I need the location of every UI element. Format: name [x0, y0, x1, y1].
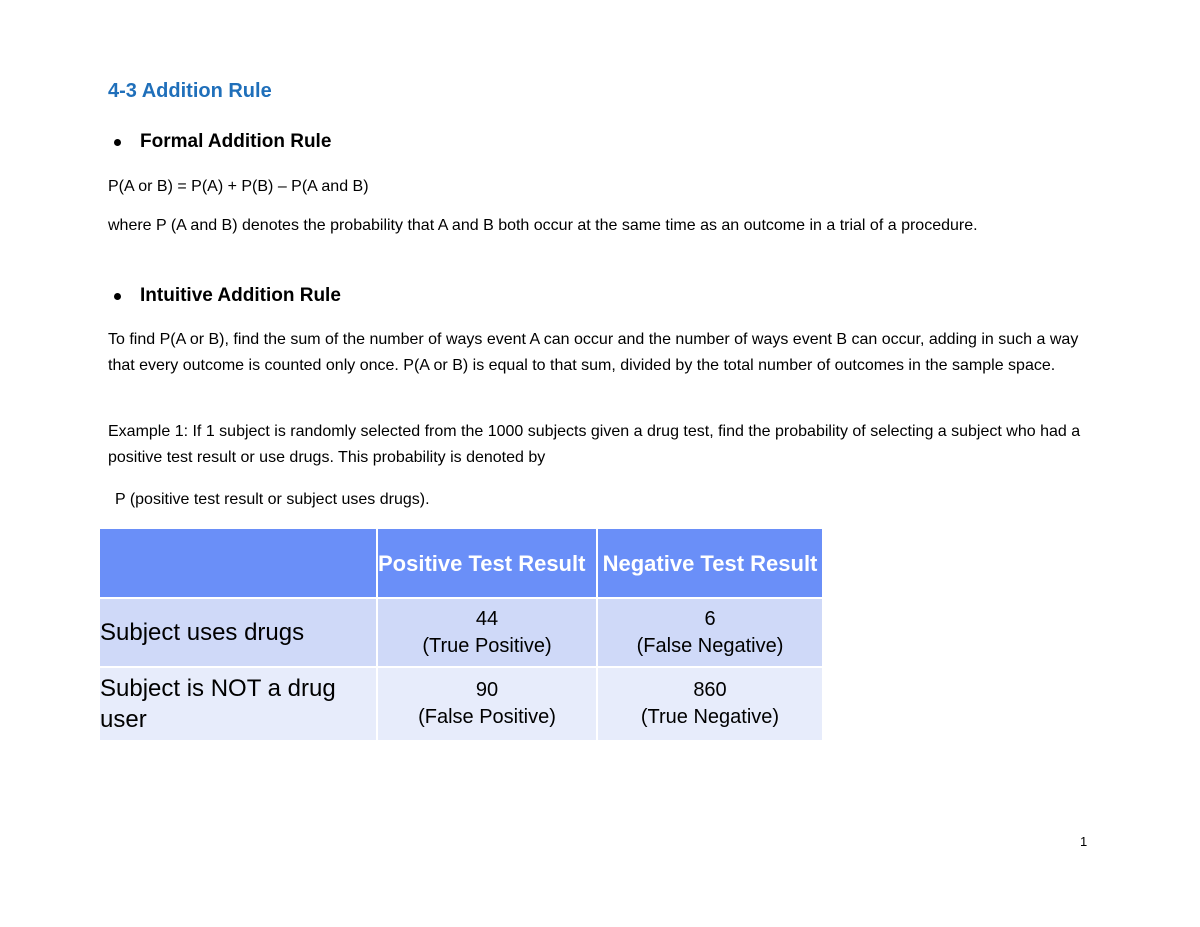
probability-notation: P (positive test result or subject uses drugs).: [115, 491, 430, 508]
cell-note: (False Positive): [418, 706, 556, 728]
to-find-paragraph: To find P(A or B), find the sum of the number of ways event A can occur and the number of ways event B can occur, adding in such a way that every outcome is counted only once. P(A or B) is equal to that sum, divided by the total number of outcomes in the sample space.: [108, 331, 1079, 374]
cell-value: 6: [704, 607, 716, 630]
addition-formula: P(A or B) = P(A) + P(B) – P(A and B): [108, 178, 369, 195]
bullet-formal-addition-rule: [140, 131, 331, 153]
table-row: [99, 667, 823, 741]
cell-note: (True Negative): [640, 706, 780, 728]
cell-note: (False Negative): [636, 634, 784, 657]
cell-value: 860: [693, 679, 727, 701]
row-label-not-drug-user: Subject is NOT a drug user: [99, 667, 377, 741]
cell-true-negative: [597, 667, 823, 741]
header-positive-test-result: Positive Test Result: [377, 528, 597, 598]
table-header-corner: [99, 528, 377, 598]
table-row: [99, 598, 823, 667]
page-number: 1: [1080, 834, 1088, 849]
example-paragraph: Example 1: If 1 subject is randomly selected from the 1000 subjects given a drug test, find the probability of selecting a subject who had a positive test result or use drugs. This probability is denoted by: [108, 423, 1081, 466]
row-label-uses-drugs: Subject uses drugs: [99, 598, 377, 667]
cell-false-positive: [377, 667, 597, 741]
cell-false-negative: [597, 598, 823, 667]
bullet-icon: [114, 293, 121, 300]
cell-note: (True Positive): [422, 634, 552, 657]
cell-value: 44: [475, 607, 499, 630]
bullet-label: Formal Addition Rule: [140, 131, 332, 152]
bullet-intuitive-addition-rule: [140, 285, 341, 307]
section-title: 4-3 Addition Rule: [108, 80, 272, 102]
bullet-label: Intuitive Addition Rule: [140, 285, 341, 306]
contingency-table: [98, 527, 824, 742]
cell-value: 90: [475, 679, 499, 701]
table-header-row: [99, 528, 823, 598]
where-paragraph: where P (A and B) denotes the probability that A and B both occur at the same time as an outcome in a trial of a procedure.: [108, 217, 978, 234]
cell-true-positive: [377, 598, 597, 667]
header-negative-test-result: Negative Test Result: [597, 528, 823, 598]
bullet-icon: [114, 139, 121, 146]
